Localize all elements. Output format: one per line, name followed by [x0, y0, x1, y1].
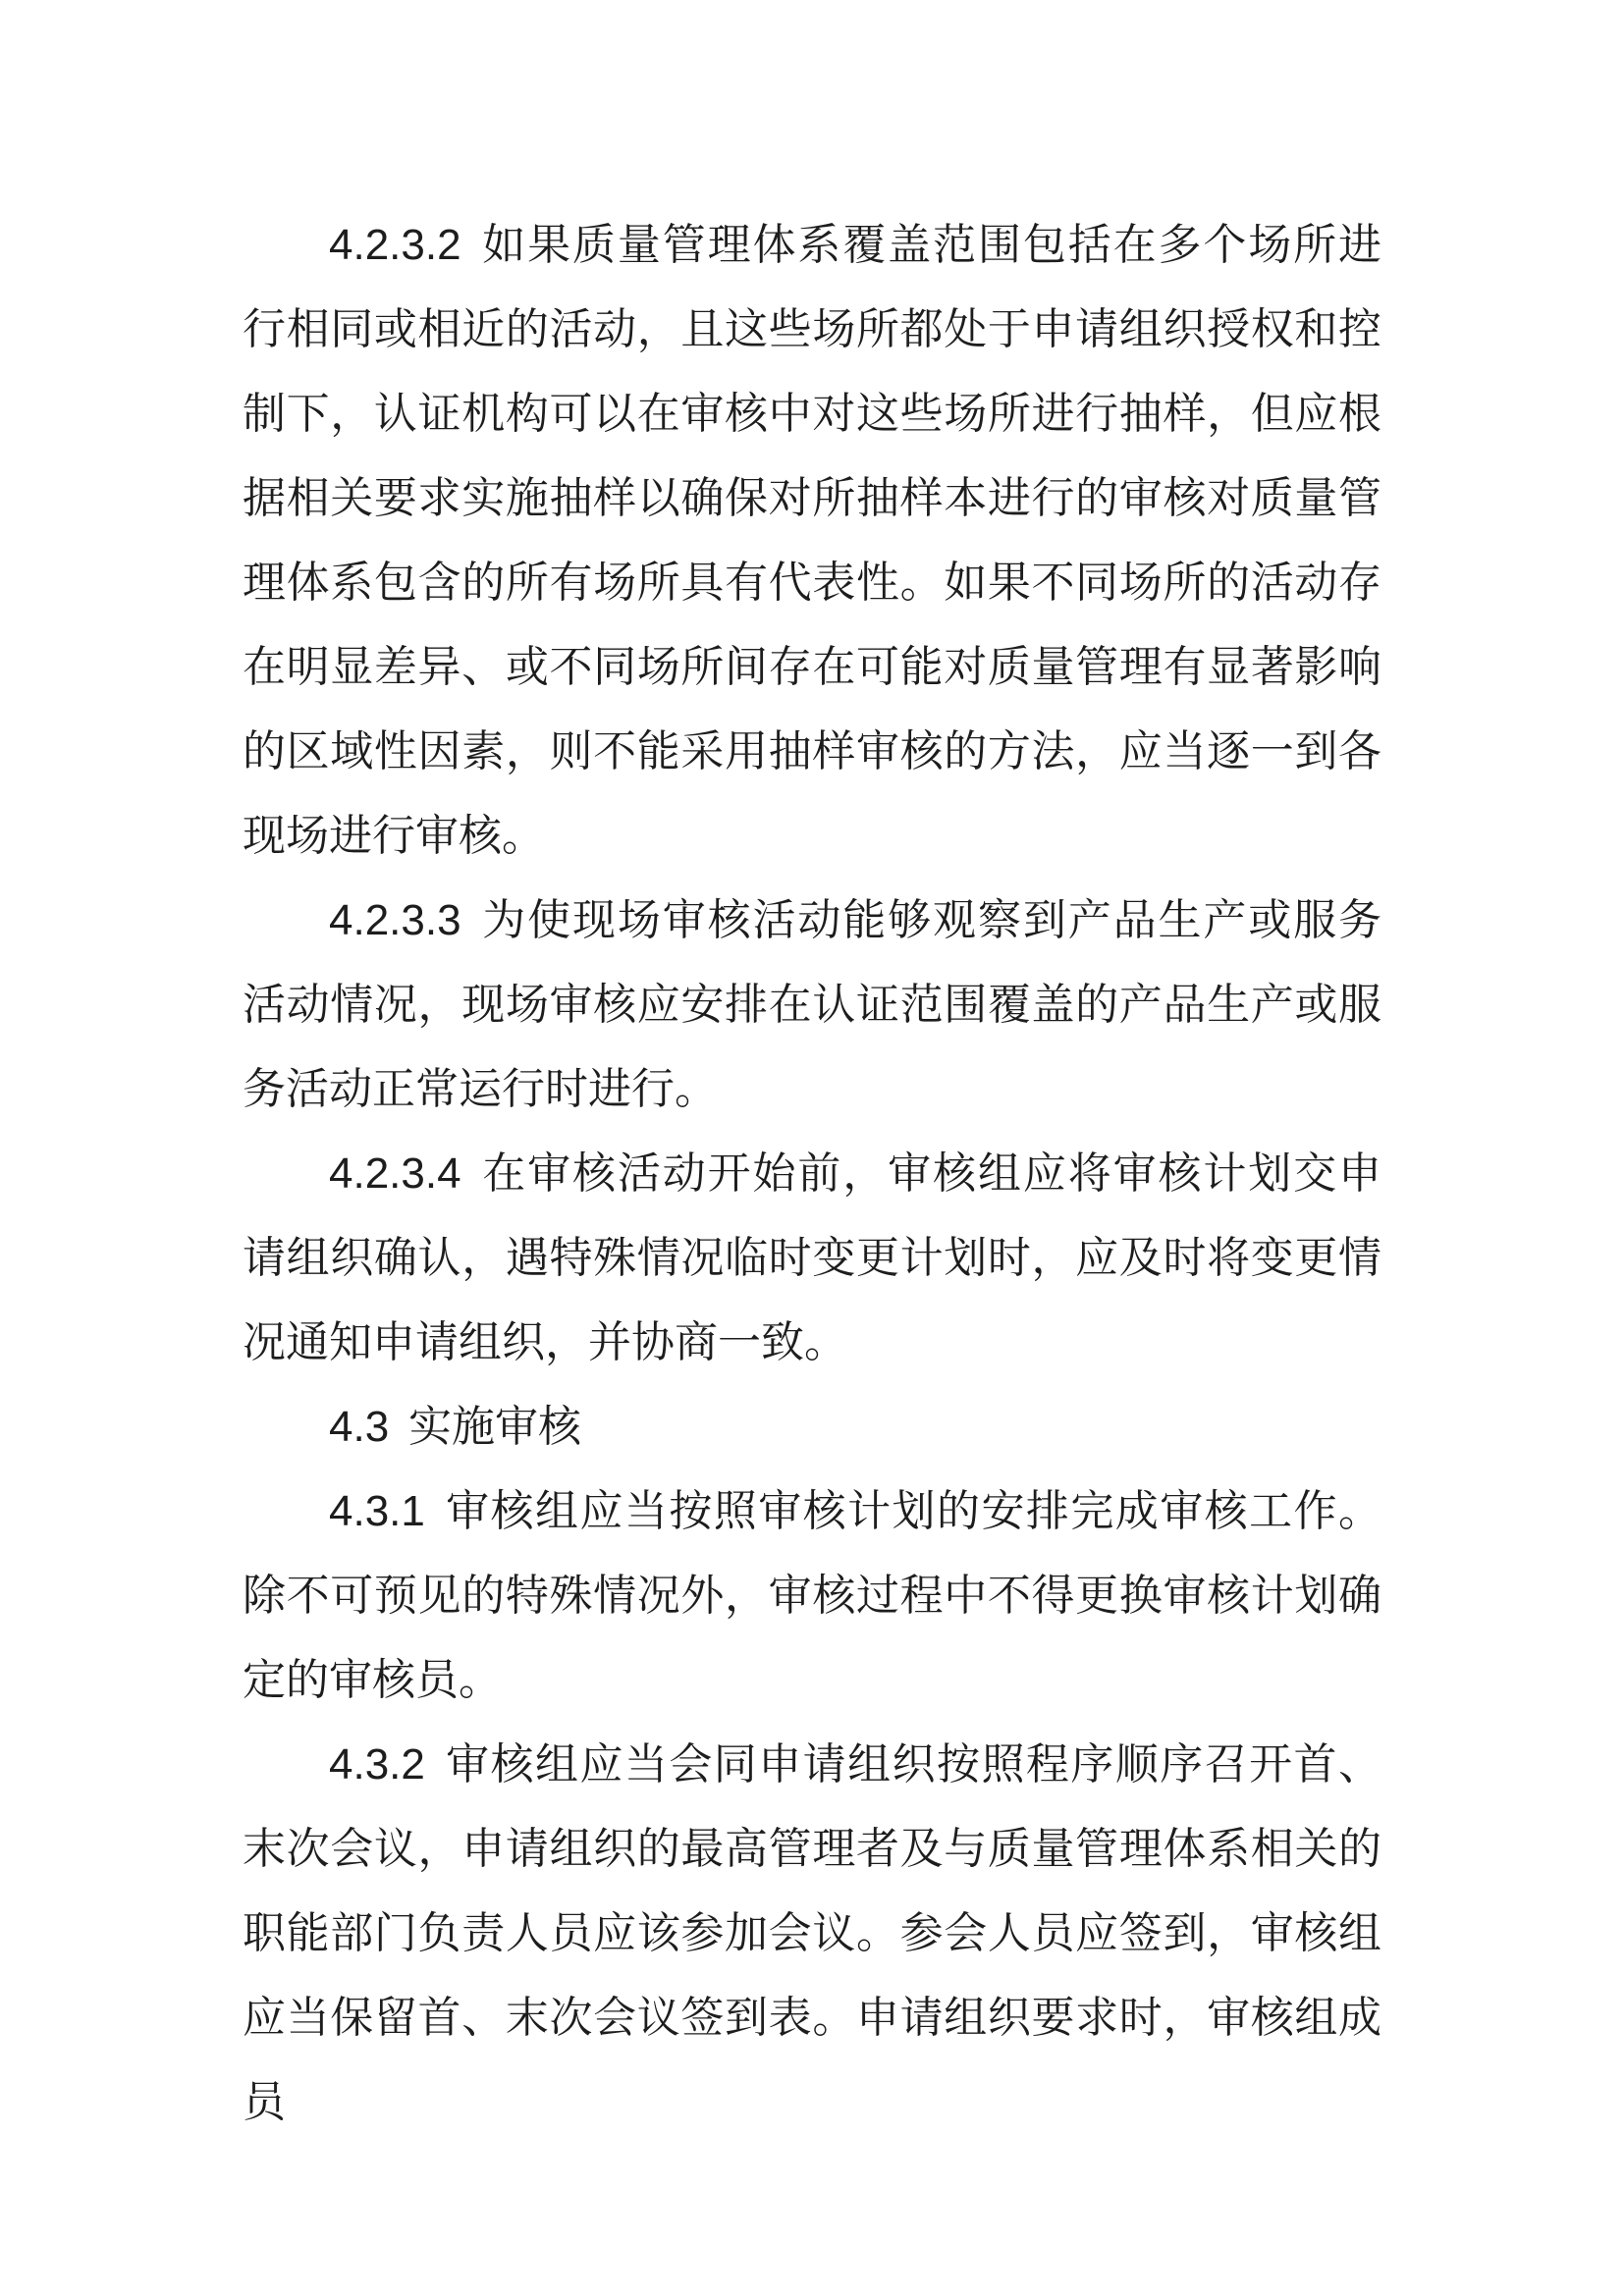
- clause-number: 4.3: [329, 1403, 390, 1451]
- paragraph-4-2-3-2: [243, 203, 1381, 879]
- clause-number: 4.2.3.3: [329, 896, 461, 944]
- paragraph-4-3-2: [243, 1723, 1381, 2145]
- clause-number: 4.3.2: [329, 1740, 425, 1789]
- clause-text: 实施审核: [407, 1403, 581, 1451]
- clause-text: 如果质量管理体系覆盖范围包括在多个场所进行相同或相近的活动，且这些场所都处于申请组织授权和控制下，认证机构可以在审核中对这些场所进行抽样，但应根据相关要求实施抽样以确保对所抽样本进行的审核对质量管理体系包含的所有场所具有代表性。如果不同场所的活动存在明显差异、或不同场所间存在可能对质量管理有显著影响的区域性因素，则不能采用抽样审核的方法，应当逐一到各现场进行审核。: [243, 221, 1381, 860]
- clause-number: 4.2.3.2: [329, 221, 461, 269]
- clause-text: 审核组应当按照审核计划的安排完成审核工作。除不可预见的特殊情况外，审核过程中不得更换审核计划确定的审核员。: [243, 1487, 1381, 1704]
- clause-number: 4.2.3.4: [329, 1149, 461, 1198]
- clause-text: 审核组应当会同申请组织按照程序顺序召开首、末次会议，申请组织的最高管理者及与质量管理体系相关的职能部门负责人员应该参加会议。参会人员应签到，审核组应当保留首、末次会议签到表。申请组织要求时，审核组成员: [243, 1740, 1381, 2126]
- paragraph-4-2-3-3: [243, 879, 1381, 1132]
- clause-text: 在审核活动开始前，审核组应将审核计划交申请组织确认，遇特殊情况临时变更计划时，应及时将变更情况通知申请组织，并协商一致。: [243, 1149, 1381, 1366]
- paragraph-4-2-3-4: [243, 1132, 1381, 1385]
- heading-4-3: [243, 1385, 1381, 1469]
- paragraph-4-3-1: [243, 1469, 1381, 1723]
- clause-number: 4.3.1: [329, 1487, 425, 1535]
- clause-text: 为使现场审核活动能够观察到产品生产或服务活动情况，现场审核应安排在认证范围覆盖的产品生产或服务活动正常运行时进行。: [243, 896, 1381, 1113]
